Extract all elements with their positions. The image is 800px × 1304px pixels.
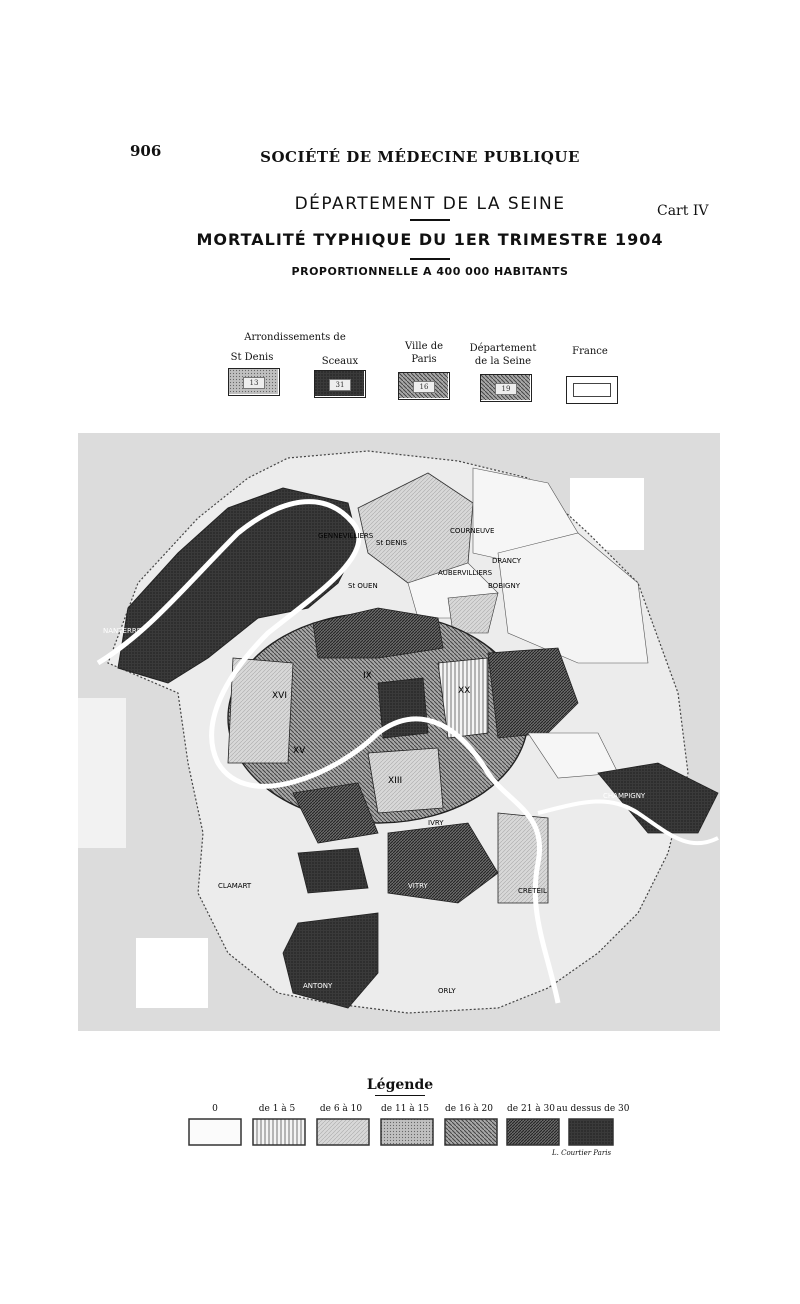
title-rule — [410, 258, 450, 260]
seine-map — [78, 433, 720, 1031]
map-subtitle: PROPORTIONNELLE A 400 000 HABITANTS — [291, 265, 569, 278]
legend-label-4: de 16 à 20 — [445, 1104, 493, 1114]
map-label-antony: ANTONY — [303, 982, 333, 990]
legend-rule — [375, 1095, 425, 1096]
map-blank-patch — [78, 698, 126, 848]
legend-title: Légende — [366, 1077, 434, 1093]
sceaux-box — [314, 370, 366, 398]
legend-swatch-3 — [381, 1119, 433, 1145]
departement-label: Département de la Seine — [469, 343, 537, 367]
map-label-st-ouen: St OUEN — [348, 582, 378, 590]
legend-swatch-4 — [445, 1119, 497, 1145]
title-rule — [410, 219, 450, 221]
page-number: 906 — [130, 142, 162, 160]
map-blank-patch — [136, 938, 208, 1008]
map-label-paris-xx: XX — [458, 686, 471, 696]
departement-box — [480, 374, 532, 402]
ville-de-paris-value: 16 — [413, 381, 435, 393]
printer-credit: L. Courtier Paris — [552, 1149, 612, 1157]
ville-de-paris-label: Ville de Paris — [404, 341, 444, 365]
sceaux-label: Sceaux — [321, 356, 359, 367]
map-label-gennevilliers: GENNEVILLIERS — [318, 532, 374, 540]
legend-label-3: de 11 à 15 — [381, 1104, 429, 1114]
map-label-st-denis: St DENIS — [376, 539, 407, 547]
commune-fontenay-aux-roses — [298, 848, 368, 893]
sceaux-value: 31 — [329, 379, 351, 391]
st-denis-box — [228, 368, 280, 396]
arrondissement-xiii — [368, 748, 443, 813]
map-label-nanterre: NANTERRE — [103, 627, 142, 635]
legend-label-6: au dessus de 30 — [556, 1104, 630, 1114]
legend-swatch-6 — [569, 1119, 613, 1145]
arrondissements-label: Arrondissements de — [244, 332, 346, 343]
department-heading: DÉPARTEMENT DE LA SEINE — [294, 194, 566, 214]
france-label: France — [572, 346, 608, 357]
card-reference: Cart IV — [657, 203, 709, 219]
legend-swatch-2 — [317, 1119, 369, 1145]
st-denis-label: St Denis — [230, 352, 274, 363]
map-label-paris-ix: IX — [363, 671, 372, 681]
st-denis-value: 13 — [243, 377, 265, 389]
map-label-paris-xiii: XIII — [388, 776, 403, 786]
map-label-aubervilliers: AUBERVILLIERS — [438, 569, 493, 577]
map-label-drancy: DRANCY — [492, 557, 522, 565]
map-title: MORTALITÉ TYPHIQUE DU 1ER TRIMESTRE 1904 — [196, 230, 664, 249]
arrondissement-xvi — [228, 658, 293, 763]
legend-label-1: de 1 à 5 — [258, 1104, 296, 1114]
map-label-orly: ORLY — [438, 987, 456, 995]
departement-value: 19 — [495, 383, 517, 395]
map-label-ivry: IVRY — [428, 819, 444, 827]
legend-label-5: de 21 à 30 — [507, 1104, 555, 1114]
map-label-paris-xvi: XVI — [272, 691, 287, 701]
map-label-clamart: CLAMART — [218, 882, 252, 890]
map-label-vitry: VITRY — [408, 882, 428, 890]
france-box — [566, 376, 618, 404]
ville-de-paris-box — [398, 372, 450, 400]
map-label-paris-xv: XV — [293, 746, 306, 756]
journal-title: SOCIÉTÉ DE MÉDECINE PUBLIQUE — [260, 148, 580, 166]
legend-swatch-0 — [189, 1119, 241, 1145]
legend-swatch-5 — [507, 1119, 559, 1145]
map-label-bobigny: BOBIGNY — [488, 582, 520, 590]
map-label-courneuve: COURNEUVE — [450, 527, 495, 535]
legend-label-0: 0 — [212, 1104, 218, 1114]
legend-swatches — [188, 1118, 618, 1148]
legend-swatch-1 — [253, 1119, 305, 1145]
map-label-champigny: CHAMPIGNY — [603, 792, 646, 800]
legend-label-2: de 6 à 10 — [319, 1104, 363, 1114]
map-label-creteil: CRÉTEIL — [518, 887, 547, 895]
map-canvas — [78, 433, 720, 1031]
